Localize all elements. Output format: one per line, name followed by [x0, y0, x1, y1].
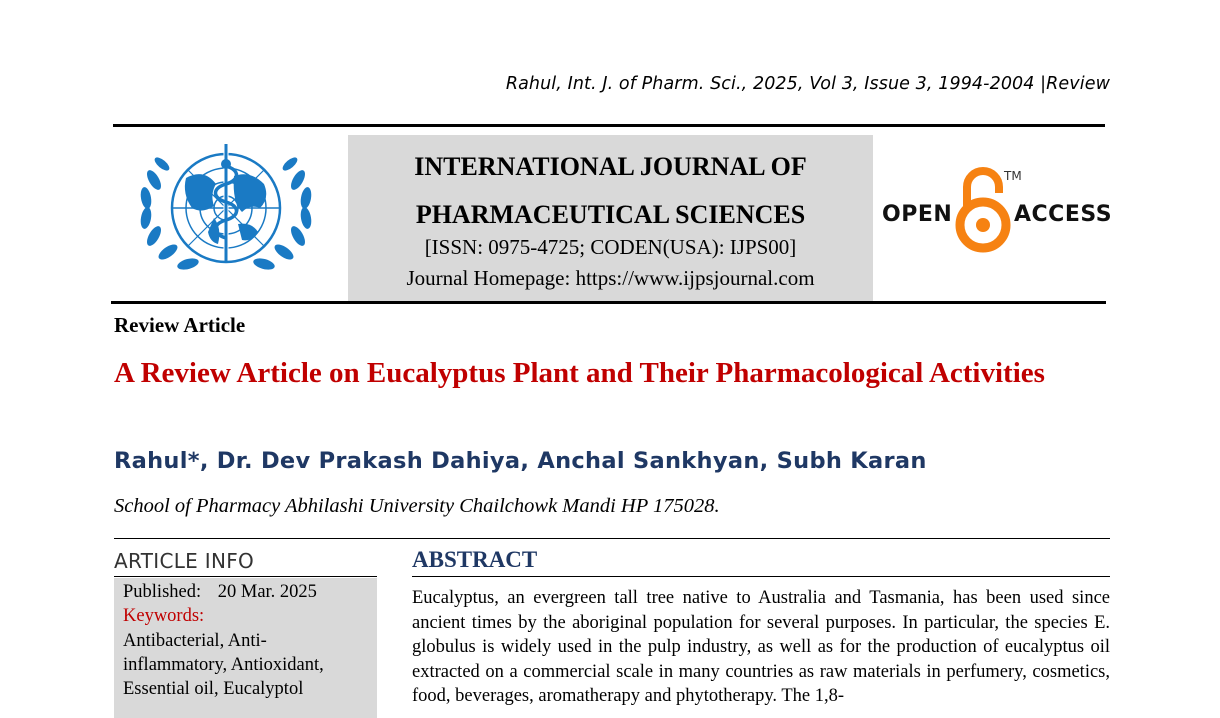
author-affiliation: School of Pharmacy Abhilashi University Chailchowk Mandi HP 175028.: [114, 495, 720, 517]
keywords-line-3: Essential oil, Eucalyptol: [123, 679, 304, 699]
open-access-logo: [880, 165, 1113, 255]
journal-issn: [ISSN: 0975-4725; CODEN(USA): IJPS00]: [424, 235, 797, 259]
open-access-left-word: OPEN: [882, 202, 953, 227]
trademark-mark: TM: [1004, 169, 1022, 183]
article-type-label: Review Article: [114, 313, 246, 337]
published-row: [123, 580, 317, 604]
journal-name-line2: PHARMACEUTICAL SCIENCES: [415, 200, 806, 229]
abstract-body: Eucalyptus, an evergreen tall tree native to Australia and Tasmania, has been used since ancient times by the aboriginal population for several purposes. In particular, the species E. globulus is widely used in the pulp industry, as well as for the production of eucalyptus oil extracted on a commercial scale in many countries as raw materials in perfumery, cosmetics, food, beverages, aromatherapy and phytotherapy. The 1,8-: [412, 588, 1110, 706]
author-list: Rahul*, Dr. Dev Prakash Dahiya, Anchal Sankhyan, Subh Karan: [114, 448, 927, 474]
journal-homepage[interactable]: Journal Homepage: https://www.ijpsjournal.com: [406, 266, 815, 290]
article-info-box: [114, 578, 377, 718]
published-date: 20 Mar. 2025: [217, 582, 317, 602]
open-access-right-word: ACCESS: [1014, 202, 1113, 227]
journal-name-line1: INTERNATIONAL JOURNAL OF: [414, 152, 807, 181]
article-info-rule: [114, 576, 377, 577]
published-label: Published:: [123, 582, 202, 602]
banner-bottom-rule: [111, 301, 1106, 304]
journal-banner: [348, 135, 873, 301]
keywords-label: Keywords:: [123, 606, 205, 626]
running-head: Rahul, Int. J. of Pharm. Sci., 2025, Vol 3, Issue 3, 1994-2004 |Review: [505, 74, 1110, 94]
article-title: A Review Article on Eucalyptus Plant and Their Pharmacological Activities: [114, 357, 1045, 389]
abstract-rule: [412, 576, 1110, 577]
keywords-line-2: inflammatory, Antioxidant,: [123, 655, 324, 675]
section-divider: [114, 538, 1110, 539]
keywords-line-1: Antibacterial, Anti-: [123, 631, 267, 651]
article-info-heading: ARTICLE INFO: [114, 549, 255, 573]
top-rule: [113, 124, 1105, 127]
abstract-heading: ABSTRACT: [412, 547, 538, 572]
journal-emblem-logo: [126, 138, 326, 283]
